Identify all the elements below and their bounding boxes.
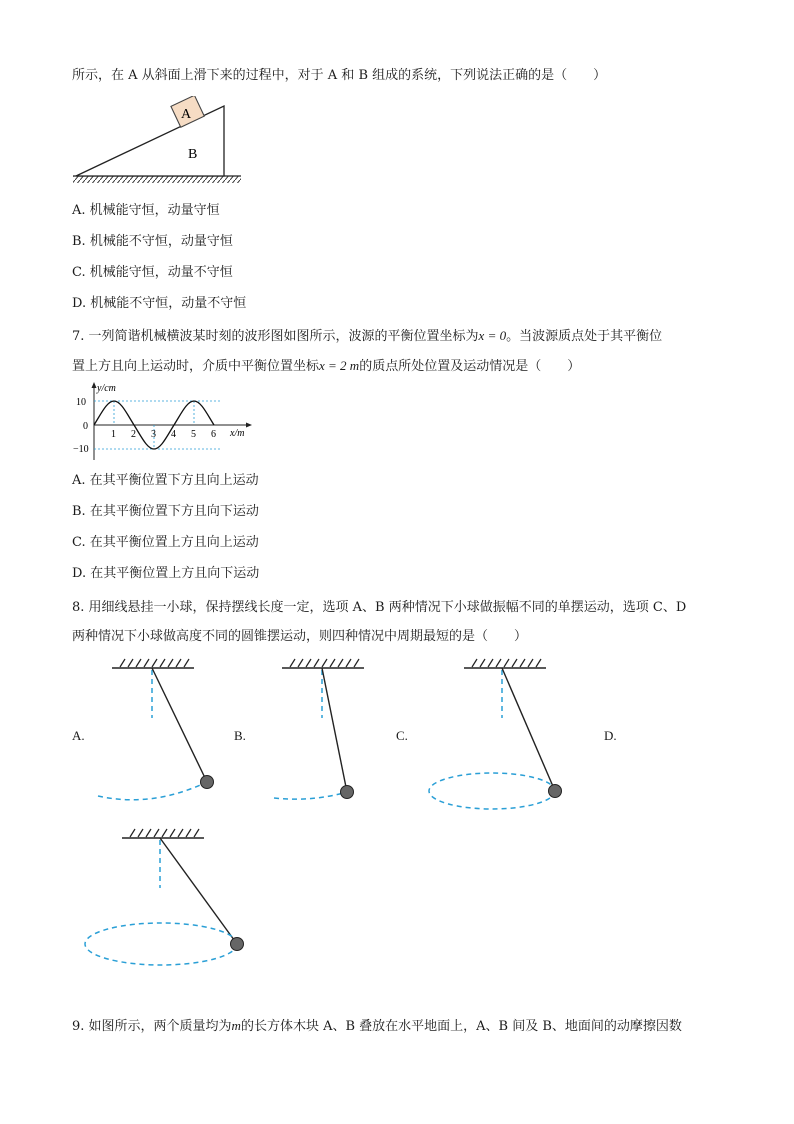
q8-stem-line1: 8. 用细线悬挂一小球，保持摆线长度一定，选项 A、B 两种情况下小球做振幅不同的单摆运动，选项 C、D: [72, 600, 687, 615]
q7-line1-math: x = 0: [478, 328, 507, 343]
q8-label-b[interactable]: B.: [234, 728, 246, 743]
bob: [231, 938, 244, 951]
q6-option-b[interactable]: B. 机械能不守恒，动量守恒: [72, 234, 233, 249]
y-tick-0: 0: [83, 421, 88, 432]
string: [160, 838, 237, 944]
pendulum-d-figure: [80, 826, 250, 976]
q7-option-d[interactable]: D. 在其平衡位置上方且向下运动: [72, 566, 260, 581]
q9-line1-pre: 9. 如图所示，两个质量均为: [72, 1019, 232, 1034]
y-tick-10: 10: [76, 397, 86, 408]
x-tick-3: 3: [151, 429, 156, 440]
q7-option-a[interactable]: A. 在其平衡位置下方且向上运动: [72, 473, 259, 488]
q7-line2-math: x = 2 m: [319, 358, 360, 373]
arc-path: [98, 782, 207, 800]
q7-stem-line2: [72, 356, 580, 377]
q7-option-c[interactable]: C. 在其平衡位置上方且向上运动: [72, 535, 259, 550]
q6-option-c[interactable]: C. 机械能守恒，动量不守恒: [72, 265, 233, 280]
bob: [341, 786, 354, 799]
q7-line1-pre: 7. 一列简谐机械横波某时刻的波形图如图所示，波源的平衡位置坐标为: [72, 329, 479, 344]
q6-incline-figure: [70, 96, 245, 188]
arc-path: [274, 792, 347, 799]
string: [322, 668, 347, 792]
block-a-label: A: [181, 107, 192, 122]
q9-line1-math: m: [231, 1018, 241, 1033]
x-axis-arrow: [246, 423, 252, 428]
x-tick-1: 1: [111, 429, 116, 440]
q7-wave-graph: [70, 380, 255, 462]
q9-line1-post: 的长方体木块 A、B 叠放在水平地面上，A、B 间及 B、地面间的动摩擦因数: [240, 1019, 682, 1034]
x-axis-label: x/m: [230, 428, 245, 439]
bob: [549, 785, 562, 798]
q6-option-a[interactable]: A. 机械能守恒，动量守恒: [72, 203, 220, 218]
q7-option-b[interactable]: B. 在其平衡位置下方且向下运动: [72, 504, 259, 519]
x-tick-4: 4: [171, 429, 176, 440]
string: [152, 668, 207, 782]
q7-stem-line1: [72, 326, 662, 347]
pendulum-b-figure: [262, 656, 372, 808]
bob: [201, 776, 214, 789]
x-tick-6: 6: [211, 429, 216, 440]
string: [502, 668, 555, 791]
pendulum-c-figure: [424, 656, 570, 814]
y-axis-arrow: [92, 382, 97, 388]
q7-line2-pre: 置上方且向上运动时，介质中平衡位置坐标: [72, 359, 320, 374]
q8-label-d[interactable]: D.: [604, 728, 617, 743]
q7-line1-post: 。当波源质点处于其平衡位: [506, 329, 663, 344]
circle-path: [85, 923, 237, 965]
q6-stem: 所示，在 A 从斜面上滑下来的过程中，对于 A 和 B 组成的系统，下列说法正确的是（ ）: [72, 68, 607, 83]
x-tick-5: 5: [191, 429, 196, 440]
wedge-b-label: B: [188, 147, 198, 162]
q8-stem-line2: 两种情况下小球做高度不同的圆锥摆运动，则四种情况中周期最短的是（ ）: [72, 629, 528, 644]
q8-label-c[interactable]: C.: [396, 728, 408, 743]
ground-hatch: [73, 176, 241, 183]
q6-option-d[interactable]: D. 机械能不守恒，动量不守恒: [72, 296, 247, 311]
x-tick-2: 2: [131, 429, 136, 440]
q7-line2-post: 的质点所处位置及运动情况是（ ）: [359, 359, 581, 374]
y-axis-label: y/cm: [97, 383, 116, 394]
y-tick-neg10: −10: [73, 444, 89, 455]
pendulum-a-figure: [92, 656, 222, 808]
q8-label-a[interactable]: A.: [72, 728, 85, 743]
circle-path: [429, 773, 555, 809]
q9-stem-line1: [72, 1016, 682, 1037]
